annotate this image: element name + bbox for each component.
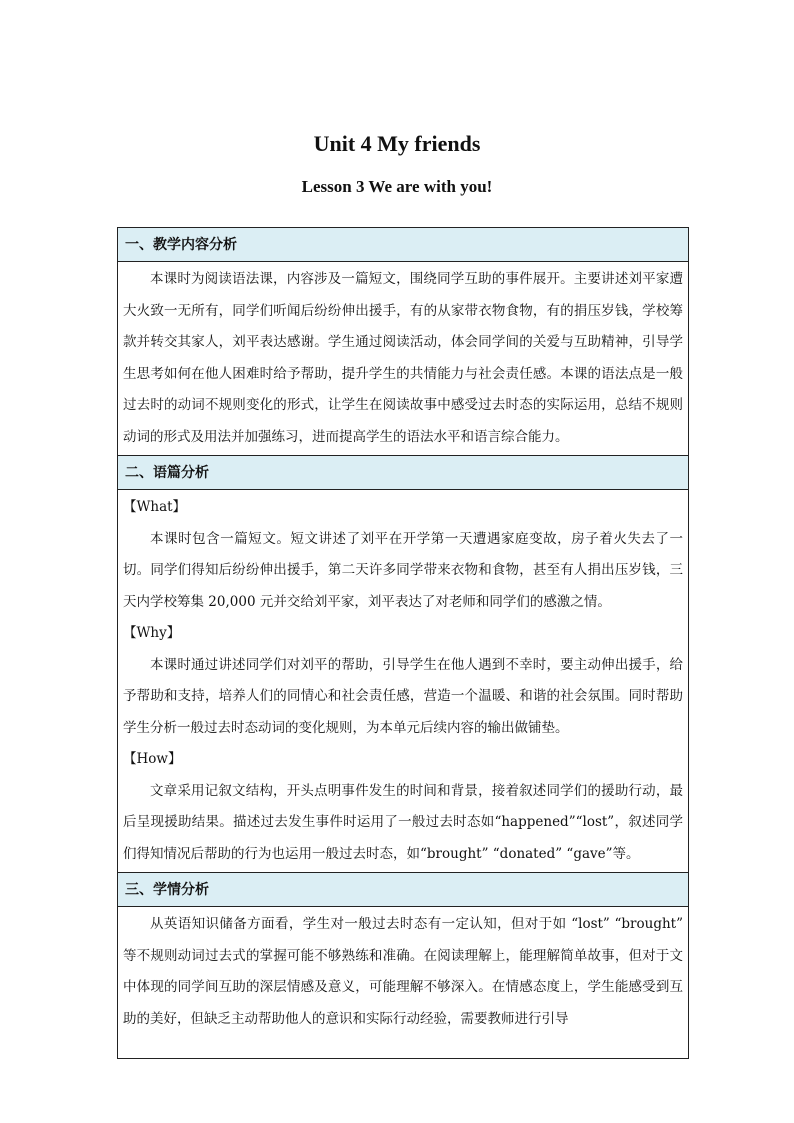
why-label: 【Why】 <box>123 625 181 641</box>
how-paragraph: 文章采用记叙文结构，开头点明事件发生的时间和背景，接着叙述同学们的援助行动，最后呈现援助结果。描述过去发生事件时运用了一般过去时态如“happened”“lost”，叙述同学们得知情况后帮助的行为也运用一般过去时态，如“brought” “donated” “gave”等。 <box>123 782 683 862</box>
section-heading-student-analysis: 三、学情分析 <box>118 873 688 907</box>
section-heading-text-analysis: 二、语篇分析 <box>118 456 688 490</box>
what-paragraph: 本课时包含一篇短文。短文讲述了刘平在开学第一天遭遇家庭变故，房子着火失去了一切。同学们得知后纷纷伸出援手，第二天许多同学带来衣物和食物，甚至有人捐出压岁钱，三天内学校筹集 20,000 元并交给刘平家，刘平表达了对老师和同学们的感激之情。 <box>123 530 683 610</box>
how-label: 【How】 <box>123 751 182 767</box>
lesson-plan-table <box>117 227 689 1059</box>
section-body-student-analysis <box>118 907 688 1059</box>
section-heading-content-analysis: 一、教学内容分析 <box>118 228 688 262</box>
what-label: 【What】 <box>123 499 187 515</box>
document-subtitle: Lesson 3 We are with you! <box>301 177 493 196</box>
content-analysis-paragraph: 本课时为阅读语法课，内容涉及一篇短文，围绕同学互助的事件展开。主要讲述刘平家遭大火致一无所有，同学们听闻后纷纷伸出援手，有的从家带衣物食物，有的捐压岁钱，学校筹款并转交其家人，刘平表达感谢。学生通过阅读活动，体会同学间的关爱与互助精神，引导学生思考如何在他人困难时给予帮助，提升学生的共情能力与社会责任感。本课的语法点是一般过去时的动词不规则变化的形式，让学生在阅读故事中感受过去时态的实际运用，总结不规则动词的形式及用法并加强练习，进而提高学生的语法水平和语言综合能力。 <box>123 271 683 445</box>
document-title: Unit 4 My friends <box>313 131 481 156</box>
student-analysis-paragraph: 从英语知识储备方面看，学生对一般过去时态有一定认知，但对于如 “lost” “brought” 等不规则动词过去式的掌握可能不够熟练和准确。在阅读理解上，能理解简单故事，但对于文中体现的同学间互助的深层情感及意义，可能理解不够深入。在情感态度上，学生能感受到互助的美好，但缺乏主动帮助他人的意识和实际行动经验，需要教师进行引导 <box>123 916 683 1027</box>
section-body-text-analysis <box>118 490 688 873</box>
section-body-content-analysis <box>118 262 688 456</box>
why-paragraph: 本课时通过讲述同学们对刘平的帮助，引导学生在他人遇到不幸时，要主动伸出援手，给予帮助和支持，培养人们的同情心和社会责任感，营造一个温暖、和谐的社会氛围。同时帮助学生分析一般过去时态动词的变化规则，为本单元后续内容的输出做铺垫。 <box>123 656 683 736</box>
